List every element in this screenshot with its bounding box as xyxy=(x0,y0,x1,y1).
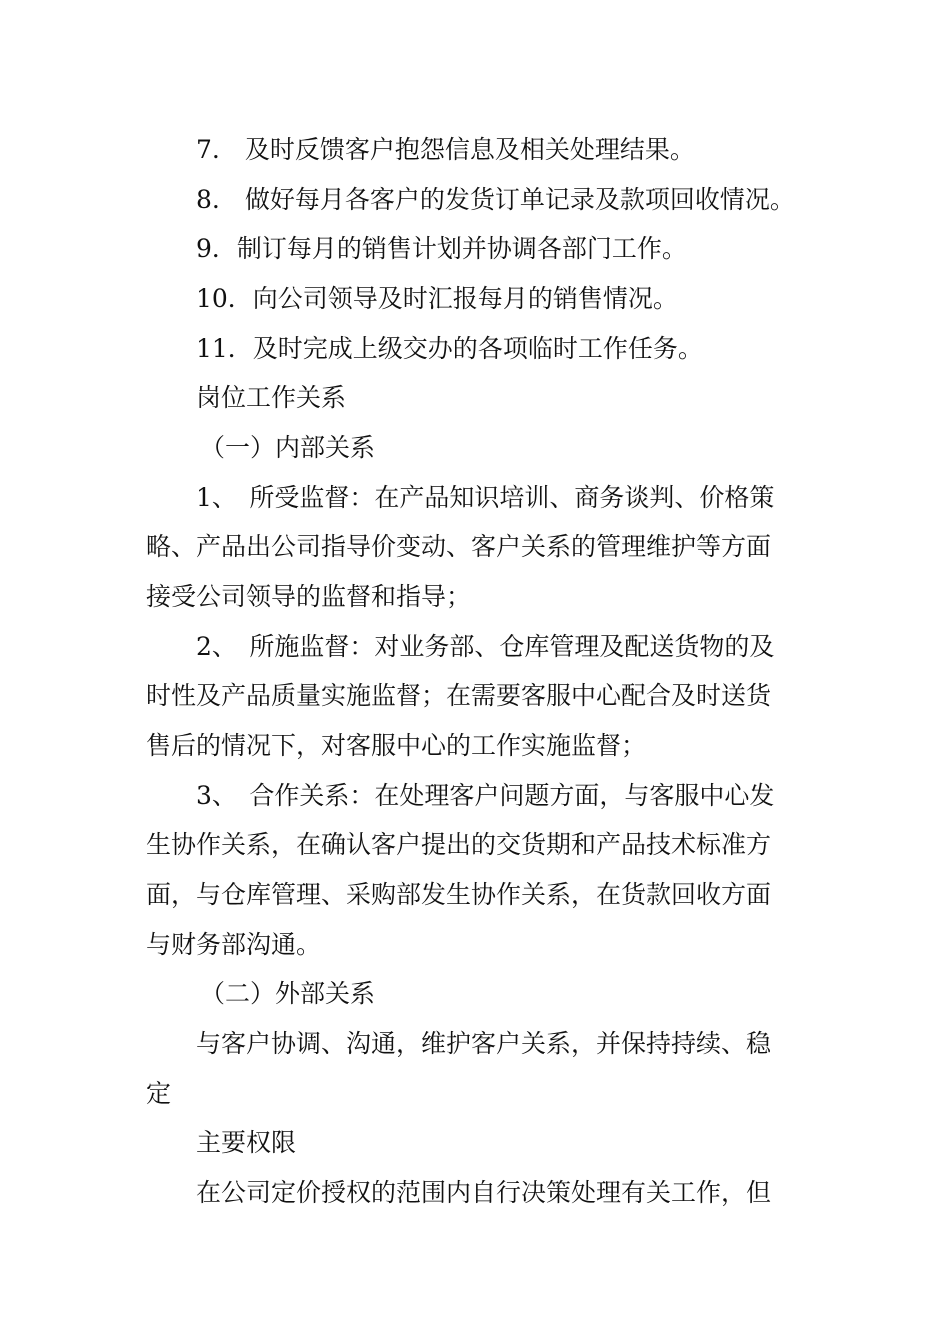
paragraph-text: 与客户协调、沟通，维护客户关系，并保持持续、稳 xyxy=(196,1029,772,1058)
list-item-text: 9．制订每月的销售计划并协调各部门工作。 xyxy=(196,234,687,263)
paragraph-line xyxy=(0,825,950,865)
list-item xyxy=(0,279,950,319)
list-item-text: 10．向公司领导及时汇报每月的销售情况。 xyxy=(196,284,678,313)
list-item-text: 8. 做好每月各客户的发货订单记录及款项回收情况。 xyxy=(196,185,795,214)
subsection-heading-text: （一）内部关系 xyxy=(200,433,376,462)
subsection-heading-internal xyxy=(0,428,950,468)
paragraph-text: 接受公司领导的监督和指导； xyxy=(146,582,472,611)
list-item xyxy=(0,130,950,170)
paragraph-text: 售后的情况下，对客服中心的工作实施监督； xyxy=(146,731,647,760)
paragraph-text: 略、产品出公司指导价变动、客户关系的管理维护等方面 xyxy=(146,532,772,561)
paragraph-text: 2、 所施监督：对业务部、仓库管理及配送货物的及 xyxy=(196,632,775,661)
paragraph-line xyxy=(0,1173,950,1213)
paragraph-text: 在公司定价授权的范围内自行决策处理有关工作，但 xyxy=(196,1178,772,1207)
paragraph-line xyxy=(0,925,950,965)
paragraph-text: 时性及产品质量实施监督；在需要客服中心配合及时送货 xyxy=(146,681,772,710)
list-item xyxy=(0,229,950,269)
list-item xyxy=(0,180,950,220)
paragraph-line xyxy=(0,1024,950,1064)
paragraph-text: 定 xyxy=(146,1079,172,1108)
section-heading-authority xyxy=(0,1123,950,1163)
subsection-heading-external xyxy=(0,974,950,1014)
paragraph-text: 1、 所受监督：在产品知识培训、商务谈判、价格策 xyxy=(196,483,775,512)
paragraph-line xyxy=(0,527,950,567)
section-heading-text: 主要权限 xyxy=(196,1128,297,1157)
paragraph-line xyxy=(0,627,950,667)
paragraph-line xyxy=(0,577,950,617)
paragraph-line xyxy=(0,478,950,518)
list-item xyxy=(0,329,950,369)
paragraph-line xyxy=(0,676,950,716)
paragraph-line xyxy=(0,1074,950,1114)
paragraph-text: 生协作关系，在确认客户提出的交货期和产品技术标准方 xyxy=(146,830,772,859)
subsection-heading-text: （二）外部关系 xyxy=(200,979,376,1008)
list-item-text: 7. 及时反馈客户抱怨信息及相关处理结果。 xyxy=(196,135,695,164)
paragraph-text: 面，与仓库管理、采购部发生协作关系，在货款回收方面 xyxy=(146,880,772,909)
paragraph-line xyxy=(0,726,950,766)
paragraph-line xyxy=(0,776,950,816)
paragraph-text: 与财务部沟通。 xyxy=(146,930,322,959)
paragraph-line xyxy=(0,875,950,915)
paragraph-text: 3、 合作关系：在处理客户问题方面，与客服中心发 xyxy=(196,781,775,810)
section-heading-text: 岗位工作关系 xyxy=(196,383,347,412)
section-heading-relations xyxy=(0,378,950,418)
list-item-text: 11．及时完成上级交办的各项临时工作任务。 xyxy=(196,334,703,363)
